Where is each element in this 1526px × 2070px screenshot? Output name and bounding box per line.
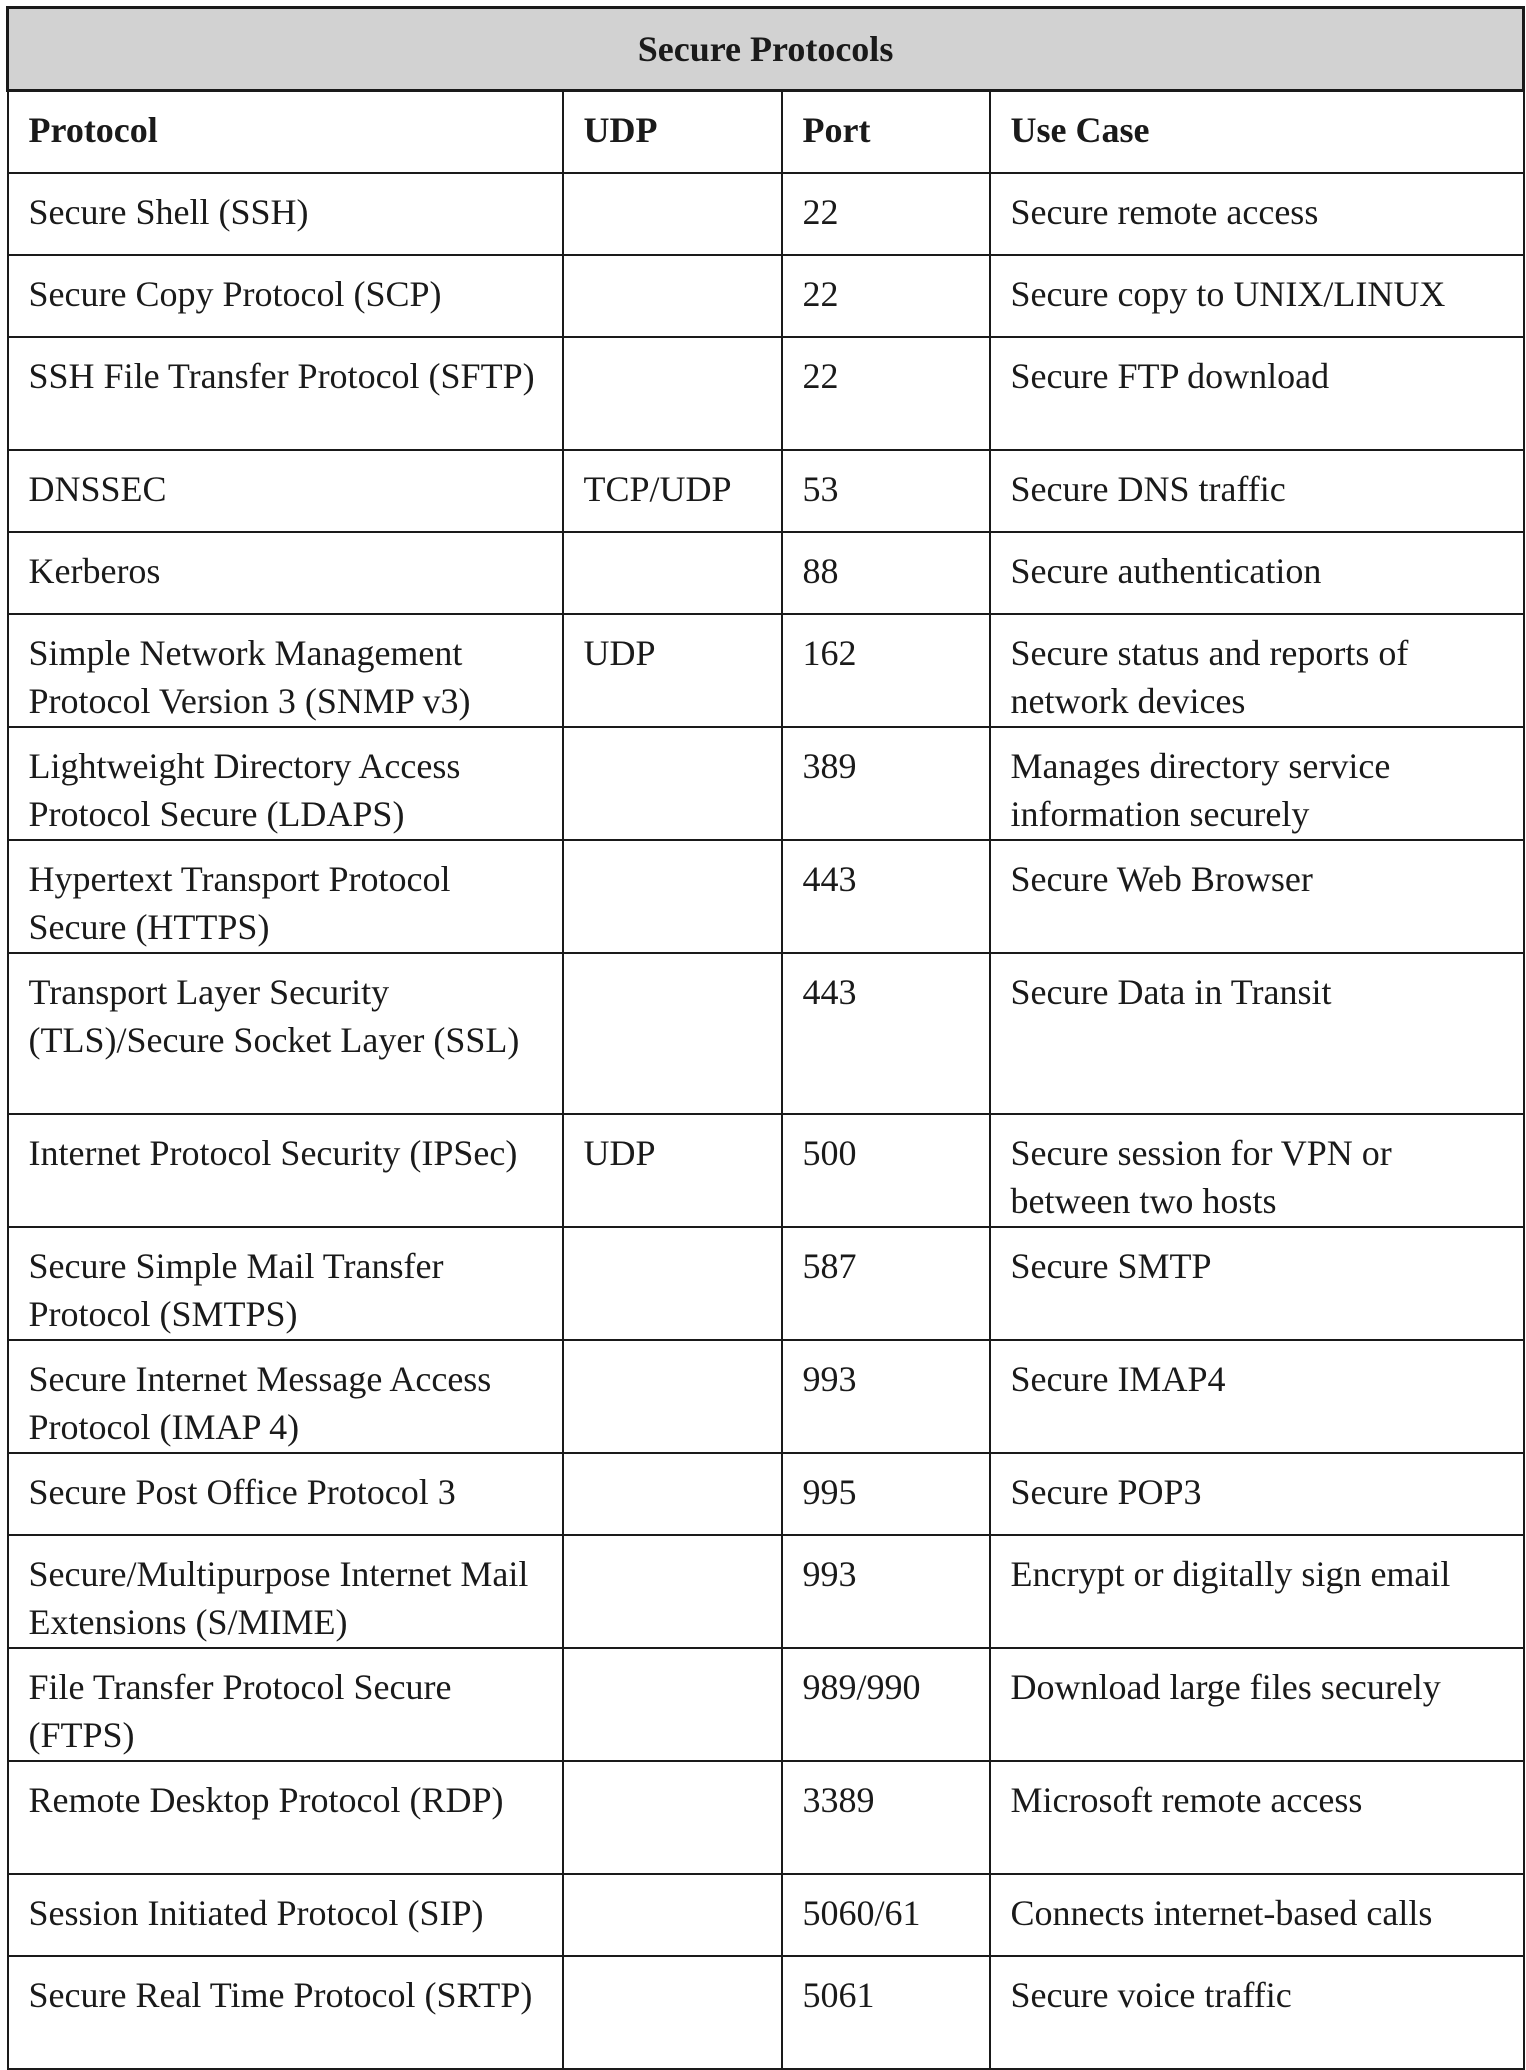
use-case-cell: Secure voice traffic [990, 1956, 1524, 2069]
use-case-cell: Secure Web Browser [990, 840, 1524, 953]
table-row [8, 337, 1524, 450]
use-case-cell: Manages directory service information securely [990, 727, 1524, 840]
use-case-cell: Secure FTP download [990, 337, 1524, 450]
port-cell: 443 [782, 953, 990, 1114]
column-header-row [8, 91, 1524, 174]
table-row [8, 1761, 1524, 1874]
protocol-cell: Remote Desktop Protocol (RDP) [8, 1761, 563, 1874]
table-title-row [8, 8, 1524, 91]
port-cell: 22 [782, 173, 990, 255]
udp-cell [563, 1648, 782, 1761]
table-row [8, 840, 1524, 953]
port-cell: 53 [782, 450, 990, 532]
secure-protocols-table [6, 6, 1525, 2070]
use-case-cell: Secure POP3 [990, 1453, 1524, 1535]
column-header-udp: UDP [563, 91, 782, 174]
table-row [8, 614, 1524, 727]
protocol-cell: Secure Post Office Protocol 3 [8, 1453, 563, 1535]
protocol-cell: Transport Layer Security (TLS)/Secure Socket Layer (SSL) [8, 953, 563, 1114]
column-header-protocol: Protocol [8, 91, 563, 174]
protocol-cell: Internet Protocol Security (IPSec) [8, 1114, 563, 1227]
table-row [8, 1648, 1524, 1761]
table-row [8, 953, 1524, 1114]
use-case-cell: Secure Data in Transit [990, 953, 1524, 1114]
port-cell: 587 [782, 1227, 990, 1340]
protocol-cell: Secure Shell (SSH) [8, 173, 563, 255]
use-case-cell: Secure copy to UNIX/LINUX [990, 255, 1524, 337]
table-row [8, 1535, 1524, 1648]
use-case-cell: Secure session for VPN or between two hosts [990, 1114, 1524, 1227]
udp-cell: UDP [563, 614, 782, 727]
udp-cell: TCP/UDP [563, 450, 782, 532]
port-cell: 5061 [782, 1956, 990, 2069]
table-row [8, 450, 1524, 532]
table-row [8, 532, 1524, 614]
protocol-cell: Lightweight Directory Access Protocol Secure (LDAPS) [8, 727, 563, 840]
use-case-cell: Secure remote access [990, 173, 1524, 255]
port-cell: 162 [782, 614, 990, 727]
use-case-cell: Connects internet-based calls [990, 1874, 1524, 1956]
port-cell: 22 [782, 337, 990, 450]
udp-cell [563, 1761, 782, 1874]
port-cell: 500 [782, 1114, 990, 1227]
port-cell: 993 [782, 1340, 990, 1453]
protocol-cell: File Transfer Protocol Secure (FTPS) [8, 1648, 563, 1761]
udp-cell [563, 1227, 782, 1340]
protocol-cell: Secure Copy Protocol (SCP) [8, 255, 563, 337]
protocol-cell: DNSSEC [8, 450, 563, 532]
use-case-cell: Encrypt or digitally sign email [990, 1535, 1524, 1648]
table-row [8, 1340, 1524, 1453]
use-case-cell: Microsoft remote access [990, 1761, 1524, 1874]
port-cell: 993 [782, 1535, 990, 1648]
port-cell: 995 [782, 1453, 990, 1535]
port-cell: 88 [782, 532, 990, 614]
protocol-cell: SSH File Transfer Protocol (SFTP) [8, 337, 563, 450]
port-cell: 989/990 [782, 1648, 990, 1761]
udp-cell [563, 727, 782, 840]
protocol-cell: Secure Simple Mail Transfer Protocol (SMTPS) [8, 1227, 563, 1340]
port-cell: 22 [782, 255, 990, 337]
table-row [8, 173, 1524, 255]
table-row [8, 1453, 1524, 1535]
udp-cell [563, 953, 782, 1114]
use-case-cell: Secure DNS traffic [990, 450, 1524, 532]
protocol-cell: Hypertext Transport Protocol Secure (HTTPS) [8, 840, 563, 953]
use-case-cell: Secure IMAP4 [990, 1340, 1524, 1453]
protocol-cell: Secure Internet Message Access Protocol (IMAP 4) [8, 1340, 563, 1453]
column-header-port: Port [782, 91, 990, 174]
table-row [8, 1874, 1524, 1956]
protocol-cell: Secure Real Time Protocol (SRTP) [8, 1956, 563, 2069]
port-cell: 389 [782, 727, 990, 840]
protocol-cell: Session Initiated Protocol (SIP) [8, 1874, 563, 1956]
udp-cell [563, 337, 782, 450]
udp-cell [563, 840, 782, 953]
use-case-cell: Download large files securely [990, 1648, 1524, 1761]
protocol-cell: Secure/Multipurpose Internet Mail Extensions (S/MIME) [8, 1535, 563, 1648]
table-row [8, 1114, 1524, 1227]
column-header-use-case: Use Case [990, 91, 1524, 174]
use-case-cell: Secure authentication [990, 532, 1524, 614]
use-case-cell: Secure SMTP [990, 1227, 1524, 1340]
udp-cell [563, 532, 782, 614]
udp-cell [563, 1535, 782, 1648]
udp-cell [563, 1956, 782, 2069]
udp-cell: UDP [563, 1114, 782, 1227]
udp-cell [563, 173, 782, 255]
port-cell: 5060/61 [782, 1874, 990, 1956]
udp-cell [563, 1874, 782, 1956]
use-case-cell: Secure status and reports of network devices [990, 614, 1524, 727]
table-row [8, 727, 1524, 840]
udp-cell [563, 1453, 782, 1535]
secure-protocols-table-container [6, 6, 1522, 2070]
udp-cell [563, 1340, 782, 1453]
table-body [8, 173, 1524, 2069]
table-row [8, 1956, 1524, 2069]
table-row [8, 1227, 1524, 1340]
port-cell: 443 [782, 840, 990, 953]
table-title: Secure Protocols [8, 8, 1524, 91]
port-cell: 3389 [782, 1761, 990, 1874]
table-row [8, 255, 1524, 337]
protocol-cell: Simple Network Management Protocol Version 3 (SNMP v3) [8, 614, 563, 727]
protocol-cell: Kerberos [8, 532, 563, 614]
udp-cell [563, 255, 782, 337]
